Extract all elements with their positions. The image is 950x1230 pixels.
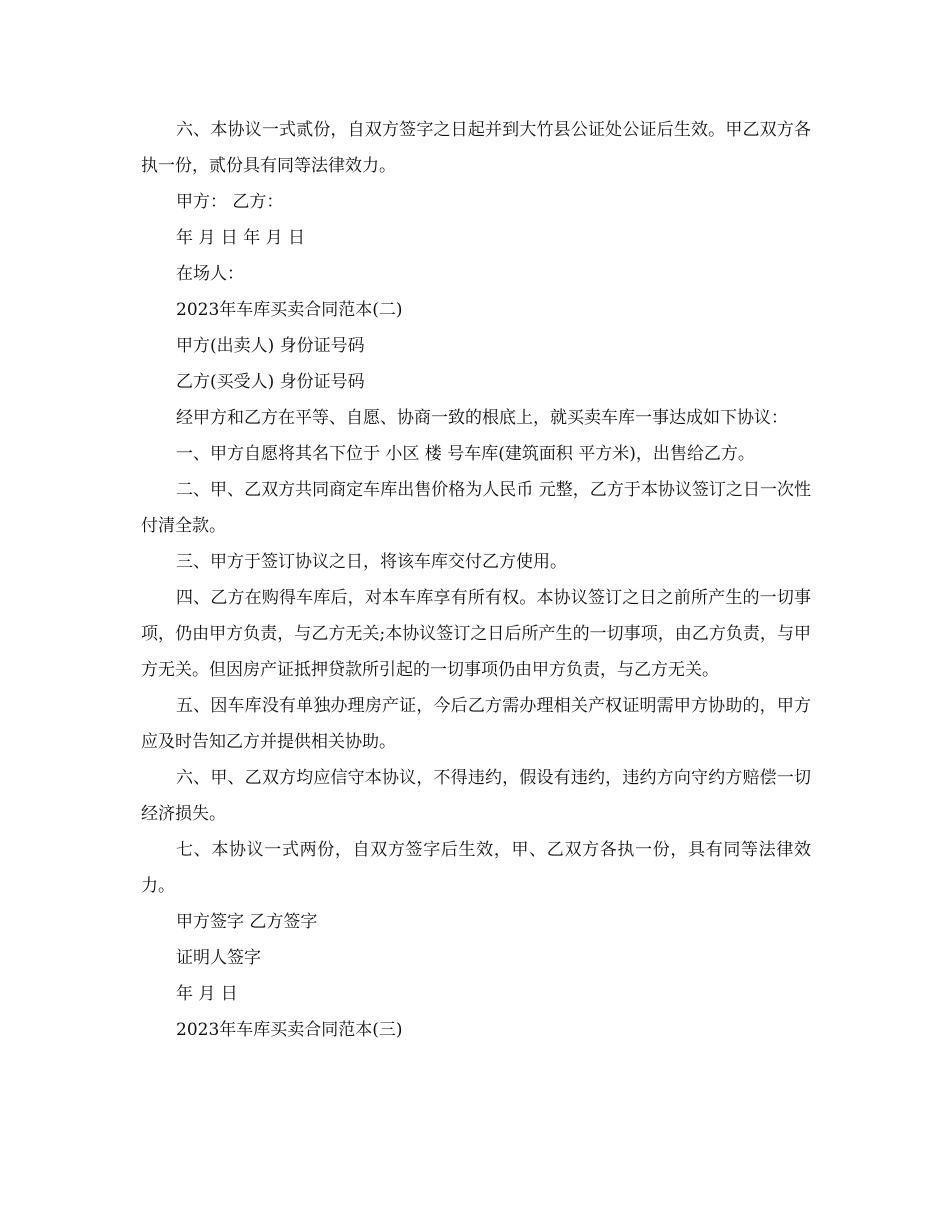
section-title-three: 2023年车库买卖合同范本(三) xyxy=(176,1020,403,1040)
clause-six: 六、甲、乙双方均应信守本协议，不得违约，假设有违约，违约方向守约方赔偿一切经济损失。 xyxy=(141,768,811,824)
clause-six-notary: 六、本协议一式贰份，自双方签字之日起并到大竹县公证处公证后生效。甲乙双方各执一份，贰份具有同等法律效力。 xyxy=(141,120,811,176)
date-line: 年 月 日 xyxy=(176,984,238,1004)
clause-seven: 七、本协议一式两份，自双方签字后生效，甲、乙双方各执一份，具有同等法律效力。 xyxy=(141,840,811,896)
signature-lines: 甲方签字 乙方签字 xyxy=(176,912,318,932)
clause-five: 五、因车库没有单独办理房产证，今后乙方需办理相关产权证明需甲方协助的，甲方应及时告知乙方并提供相关协助。 xyxy=(141,696,811,752)
clause-three: 三、甲方于签订协议之日，将该车库交付乙方使用。 xyxy=(176,552,567,572)
party-b-buyer: 乙方(买受人) 身份证号码 xyxy=(176,372,365,392)
clause-two: 二、甲、乙双方共同商定车库出售价格为人民币 元整，乙方于本协议签订之日一次性付清全款。 xyxy=(141,480,811,536)
clause-four: 四、乙方在购得车库后，对本车库享有所有权。本协议签订之日之前所产生的一切事项，仍由甲方负责，与乙方无关;本协议签订之日后所产生的一切事项，由乙方负责，与甲方无关。但因房产证抵押贷款所引起的一切事项仍由甲方负责，与乙方无关。 xyxy=(141,588,811,680)
signature-dates: 年 月 日 年 月 日 xyxy=(176,228,306,248)
party-a-seller: 甲方(出卖人) 身份证号码 xyxy=(176,336,365,356)
party-signature-labels: 甲方： 乙方： xyxy=(176,192,284,212)
agreement-preamble: 经甲方和乙方在平等、自愿、协商一致的根底上，就买卖车库一事达成如下协议： xyxy=(176,408,788,428)
clause-one: 一、甲方自愿将其名下位于 小区 楼 号车库(建筑面积 平方米)，出售给乙方。 xyxy=(176,444,755,464)
witness-label: 在场人： xyxy=(176,264,244,284)
document-body xyxy=(141,112,811,1048)
section-title-two: 2023年车库买卖合同范本(二) xyxy=(176,300,403,320)
witness-signature: 证明人签字 xyxy=(176,948,261,968)
